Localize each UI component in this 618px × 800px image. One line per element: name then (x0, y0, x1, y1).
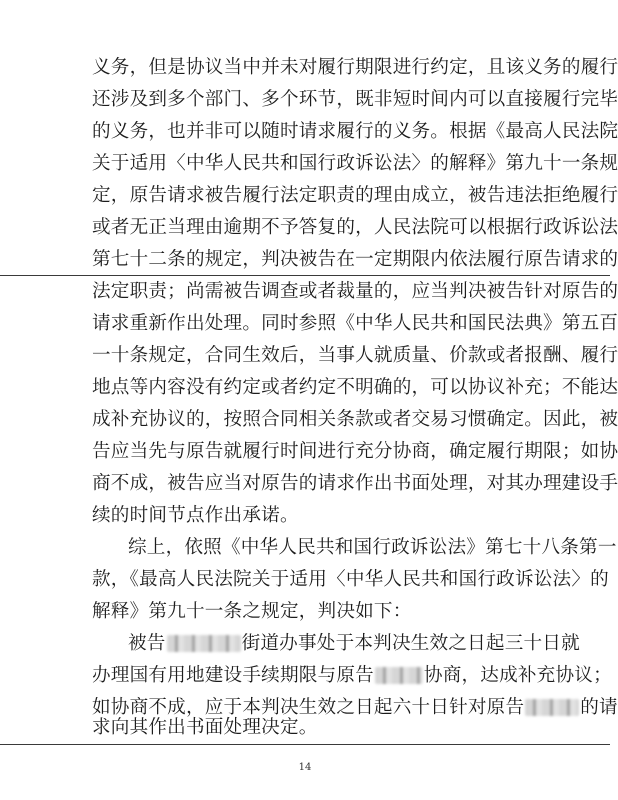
paragraph-line: 告应当先与原告就履行时间进行充分协商，确定履行期限；如协 (92, 441, 618, 462)
judgment-text: 的请 (580, 697, 618, 718)
redacted-name (525, 699, 579, 716)
paragraph-line: 地点等内容没有约定或者约定不明确的，可以协议补充；不能达 (92, 377, 618, 398)
paragraph-line: 请求重新作出处理。同时参照《中华人民共和国民法典》第五百 (92, 313, 618, 334)
judgment-text: 办理国有用地建设手续期限与原告 (92, 665, 374, 686)
paragraph-line: 的义务，也并非可以随时请求履行的义务。根据《最高人民法院 (92, 121, 618, 142)
paragraph-line: 一十条规定，合同生效后，当事人就质量、价款或者报酬、履行 (92, 345, 618, 366)
scan-seam-line (0, 744, 610, 745)
paragraph-line: 综上，依照《中华人民共和国行政诉讼法》第七十八条第一 (128, 537, 617, 558)
paragraph-line: 关于适用〈中华人民共和国行政诉讼法〉的解释》第九十一条规 (92, 153, 618, 174)
judgment-line (92, 697, 618, 719)
paragraph-line: 还涉及到多个部门、多个环节，既非短时间内可以直接履行完毕 (92, 89, 618, 110)
judgment-text: 协商，达成补充协议； (423, 665, 612, 686)
redacted-name (167, 635, 241, 652)
scan-seam-line (0, 275, 610, 276)
paragraph-line: 解释》第九十一条之规定，判决如下： (92, 601, 412, 622)
paragraph-line: 或者无正当理由逾期不予答复的，人民法院可以根据行政诉讼法 (92, 217, 618, 238)
paragraph-line: 第七十二条的规定，判决被告在一定期限内依法履行原告请求的 (92, 249, 618, 270)
paragraph-line: 定，原告请求被告履行法定职责的理由成立，被告违法拒绝履行 (92, 185, 618, 206)
judgment-line (92, 665, 612, 687)
paragraph-line: 法定职责；尚需被告调查或者裁量的，应当判决被告针对原告的 (92, 281, 618, 302)
judgment-text: 街道办事处于本判决生效之日起三十日就 (241, 633, 580, 654)
page-number: 14 (298, 762, 312, 773)
paragraph-line: 续的时间节点作出承诺。 (92, 505, 299, 526)
paragraph-line: 款，《最高人民法院关于适用〈中华人民共和国行政诉讼法〉的 (92, 569, 609, 590)
judgment-line: 求向其作出书面处理决定。 (92, 717, 318, 738)
paragraph-line: 商不成，被告应当对原告的请求作出书面处理，对其办理建设手 (92, 473, 618, 494)
judgment-text: 被告 (128, 633, 166, 654)
judgment-line (128, 633, 580, 655)
paragraph-line: 义务，但是协议当中并未对履行期限进行约定，且该义务的履行 (92, 57, 618, 78)
judgment-text: 如协商不成，应于本判决生效之日起六十日针对原告 (92, 697, 525, 718)
redacted-name (375, 667, 423, 684)
paragraph-line: 成补充协议的，按照合同相关条款或者交易习惯确定。因此，被 (92, 409, 618, 430)
